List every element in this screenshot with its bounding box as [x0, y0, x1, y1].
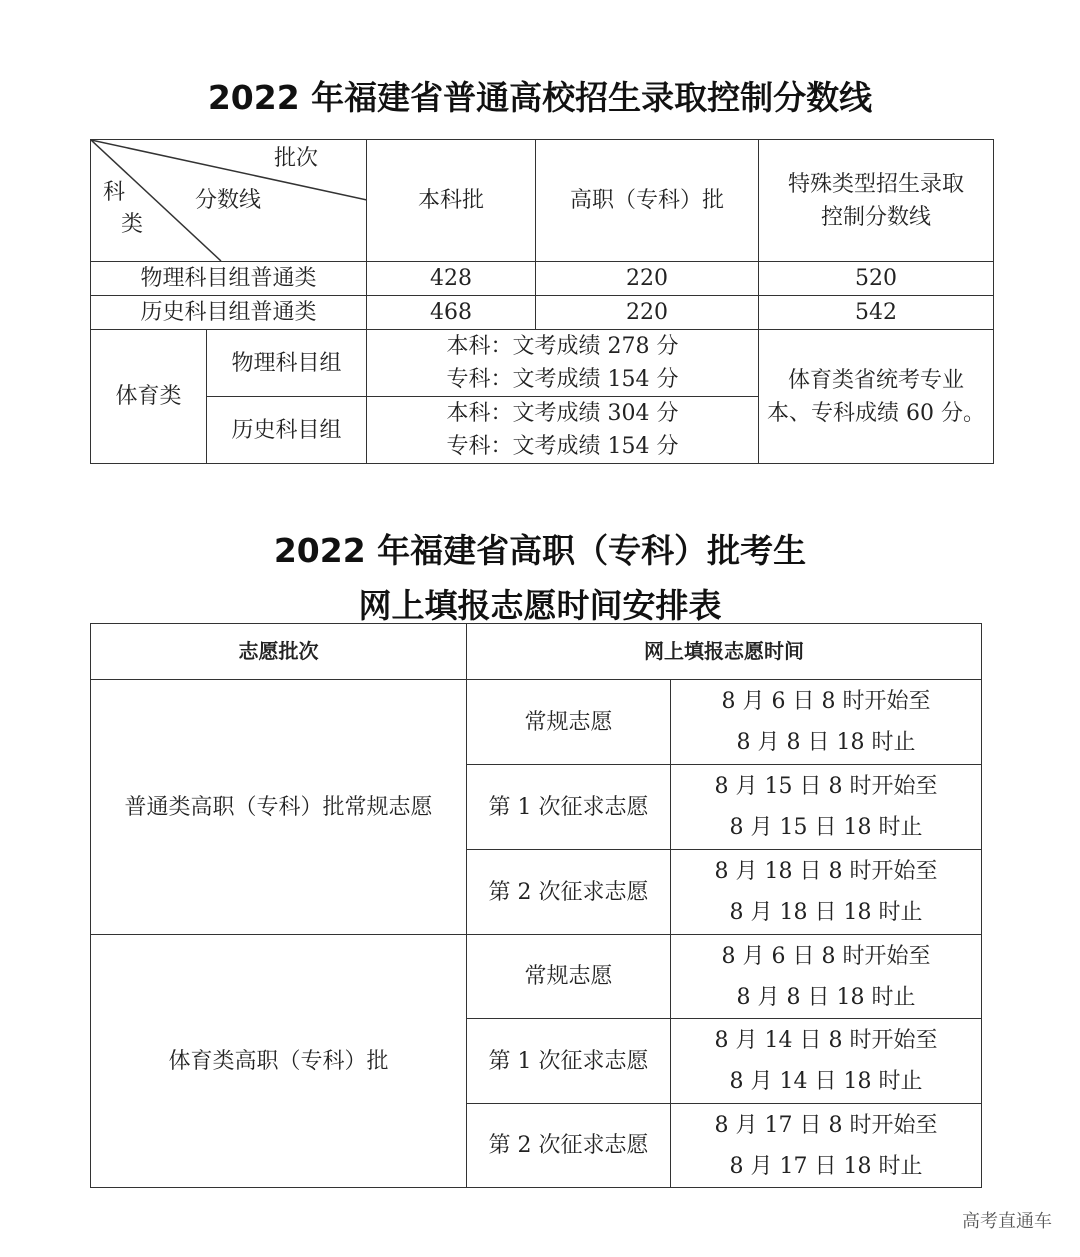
- time-cell: [671, 1104, 982, 1188]
- start-time: 8 月 14 日 8 时开始至: [714, 1028, 938, 1053]
- table-row: [91, 262, 994, 296]
- corner-batch-label: 批次: [274, 146, 319, 171]
- round-label: 第 2 次征求志愿: [467, 1104, 671, 1188]
- round-label: 第 2 次征求志愿: [467, 850, 671, 935]
- header-vocational: 高职（专科）批: [536, 140, 759, 262]
- batch-label: 普通类高职（专科）批常规志愿: [91, 680, 467, 935]
- corner-category-label-1: 科: [103, 180, 126, 205]
- end-time: 8 月 15 日 18 时止: [729, 815, 923, 840]
- round-label: 第 1 次征求志愿: [467, 765, 671, 850]
- table-row: [91, 680, 982, 765]
- group-label: 历史科目组: [207, 397, 367, 464]
- start-time: 8 月 6 日 8 时开始至: [721, 943, 931, 969]
- watermark: 高考直通车: [962, 1211, 1052, 1232]
- round-label: 常规志愿: [467, 935, 671, 1019]
- time-cell: [671, 935, 982, 1019]
- time-cell: [671, 680, 982, 765]
- end-time: 8 月 18 日 18 时止: [729, 900, 923, 925]
- score-cell: 468: [367, 296, 536, 330]
- end-time: 8 月 14 日 18 时止: [729, 1069, 923, 1094]
- start-time: 8 月 15 日 8 时开始至: [714, 774, 938, 799]
- score-cell: 220: [536, 296, 759, 330]
- note-line: 本、专科成绩 60 分。: [767, 400, 985, 426]
- time-cell: [671, 850, 982, 935]
- header-undergrad: 本科批: [367, 140, 536, 262]
- time-cell: [671, 765, 982, 850]
- header-time: 网上填报志愿时间: [467, 624, 982, 680]
- time-cell: [671, 1019, 982, 1104]
- corner-header: [91, 140, 367, 262]
- table1-title: 2022 年福建省普通高校招生录取控制分数线: [207, 78, 873, 117]
- start-time: 8 月 6 日 8 时开始至: [721, 689, 931, 714]
- corner-category-label-2: 类: [121, 212, 144, 237]
- table2-title-line2: 网上填报志愿时间安排表: [358, 586, 722, 625]
- table-row: [91, 330, 994, 397]
- table-row: [91, 935, 982, 1019]
- end-time: 8 月 17 日 18 时止: [729, 1153, 923, 1179]
- end-time: 8 月 8 日 18 时止: [736, 730, 916, 755]
- round-label: 第 1 次征求志愿: [467, 1019, 671, 1104]
- sports-score-cell: [367, 397, 759, 464]
- batch-label: 体育类高职（专科）批: [91, 935, 467, 1188]
- start-time: 8 月 17 日 8 时开始至: [714, 1112, 938, 1138]
- sports-note: [759, 330, 994, 464]
- start-time: 8 月 18 日 8 时开始至: [714, 859, 938, 884]
- row-label: 物理科目组普通类: [91, 262, 367, 296]
- undergrad-line: 本科：文考成绩 278 分: [446, 334, 679, 359]
- sports-label: 体育类: [91, 330, 207, 464]
- group-label: 物理科目组: [207, 330, 367, 397]
- vocational-line: 专科：文考成绩 154 分: [446, 434, 679, 459]
- corner-score-label: 分数线: [195, 188, 262, 213]
- score-cell: 542: [759, 296, 994, 330]
- sports-score-cell: [367, 330, 759, 397]
- header-special: 特殊类型招生录取 控制分数线: [759, 140, 994, 262]
- vocational-line: 专科：文考成绩 154 分: [446, 367, 679, 392]
- score-cell: 220: [536, 262, 759, 296]
- header-batch: 志愿批次: [91, 624, 467, 680]
- table2-title-line1: 2022 年福建省高职（专科）批考生: [273, 531, 807, 570]
- table-row: [91, 296, 994, 330]
- row-label: 历史科目组普通类: [91, 296, 367, 330]
- score-cell: 428: [367, 262, 536, 296]
- end-time: 8 月 8 日 18 时止: [736, 984, 916, 1010]
- application-schedule-table: [90, 623, 982, 1188]
- round-label: 常规志愿: [467, 680, 671, 765]
- score-cell: 520: [759, 262, 994, 296]
- undergrad-line: 本科：文考成绩 304 分: [446, 401, 679, 426]
- note-line: 体育类省统考专业: [787, 367, 964, 393]
- cutoff-score-table: [90, 139, 994, 464]
